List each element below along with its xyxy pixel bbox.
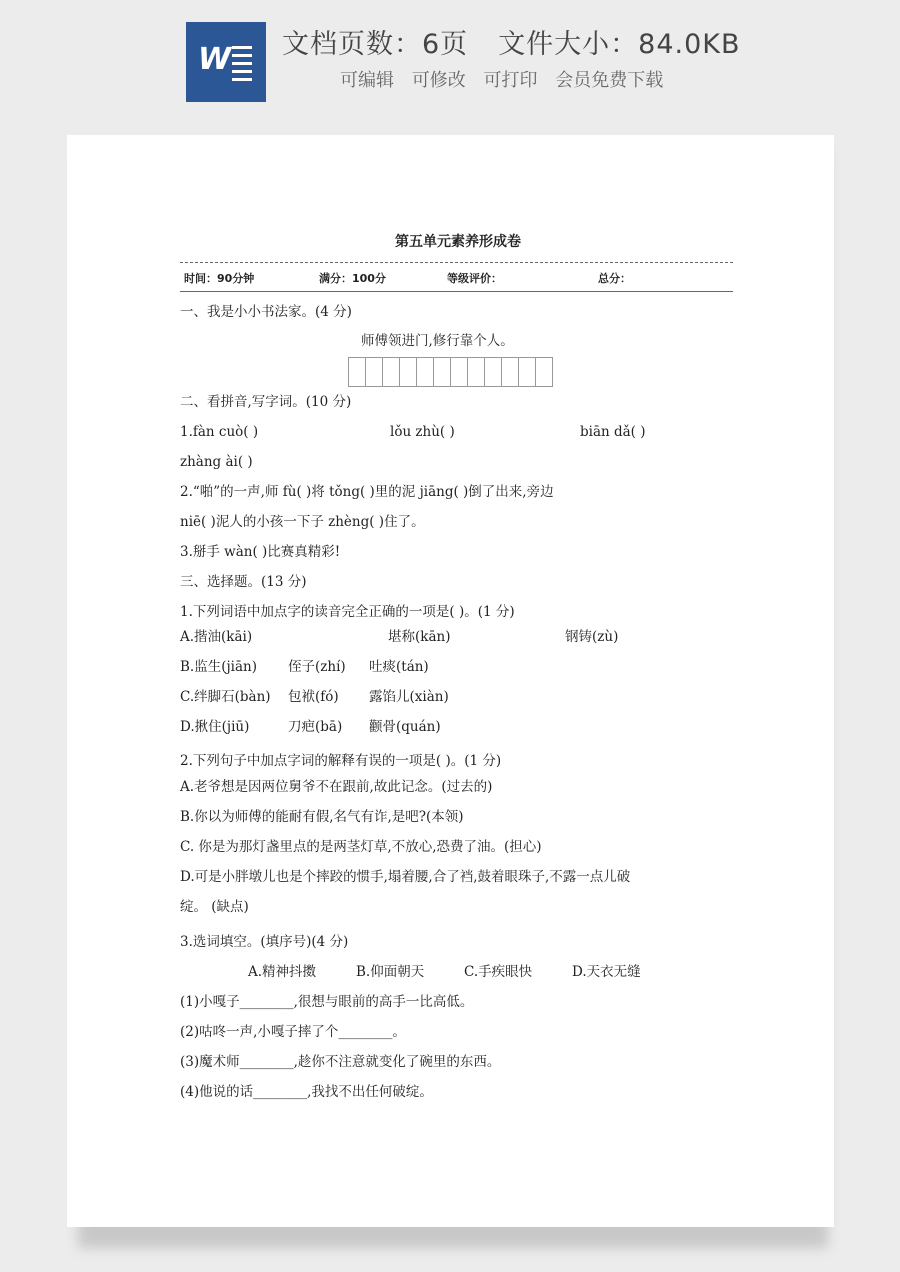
fill-q3-2: (2)咕咚一声,小嘎子摔了个________。 [180, 1024, 406, 1040]
choice-q1-a2: 堪称(kān) [388, 629, 451, 645]
choice-q1-d3: 颧骨(quán) [369, 719, 441, 735]
choice-q1-a1: A.揩油(kāi) [180, 629, 253, 645]
feature-printable: 可打印 [483, 70, 538, 91]
choice-q1: 1.下列词语中加点字的读音完全正确的一项是( )。(1 分) [180, 604, 515, 620]
pinyin-q1-d: zhàng ài( ) [180, 454, 253, 470]
document-page [67, 135, 834, 1227]
fill-q3-4: (4)他说的话________,我找不出任何破绽。 [180, 1084, 433, 1100]
exam-total: 总分： [598, 272, 631, 285]
choice-q1-b2: 侄子(zhí) [288, 659, 346, 675]
pinyin-q3: 3.掰手 wàn( )比赛真精彩! [180, 544, 341, 560]
word-document-icon [186, 22, 266, 102]
exam-full-score: 满分：100分 [319, 272, 386, 285]
fill-option-b: B.仰面朝天 [356, 964, 425, 980]
fill-q3-heading: 3.选词填空。(填序号)(4 分) [180, 934, 349, 950]
choice-q2-a: A.老爷想是因两位舅爷不在跟前,故此记念。(过去的) [180, 779, 493, 795]
choice-q1-b3: 吐痰(tán) [369, 659, 429, 675]
fill-option-d: D.天衣无缝 [572, 964, 641, 980]
calligraphy-sentence: 师傅领进门,修行靠个人。 [361, 333, 514, 349]
choice-q1-d2: 刀疤(bā) [288, 719, 343, 735]
pinyin-q1-c: biān dǎ( ) [580, 424, 646, 440]
banner-title [282, 22, 741, 61]
file-size: 文件大小：84.0KB [498, 29, 741, 60]
choice-q2-d-line1: D.可是小胖墩儿也是个摔跤的惯手,塌着腰,合了裆,鼓着眼珠子,不露一点儿破 [180, 869, 631, 885]
header-solid-rule [180, 291, 733, 292]
choice-q2-c: C. 你是为那灯盏里点的是两茎灯草,不放心,恐费了油。(担心) [180, 839, 542, 855]
download-banner [0, 0, 900, 120]
fill-option-a: A.精神抖擞 [248, 964, 317, 980]
exam-grade: 等级评价： [447, 272, 502, 285]
section-1-heading: 一、我是小小书法家。(4 分) [180, 304, 352, 320]
word-icon-letter: W [198, 42, 232, 77]
header-dashed-rule [180, 262, 733, 263]
choice-q1-b1: B.监生(jiān) [180, 659, 257, 675]
choice-q1-c2: 包袱(fó) [288, 689, 339, 705]
feature-editable: 可编辑 [340, 70, 394, 91]
pinyin-q2-line1: 2.“啪”的一声,师 fù( )将 tǒng( )里的泥 jiāng( )倒了出来,旁边 [180, 484, 554, 500]
fill-q3-1: (1)小嘎子________,很想与眼前的高手一比高低。 [180, 994, 474, 1010]
fill-q3-3: (3)魔术师________,趁你不注意就变化了碗里的东西。 [180, 1054, 501, 1070]
choice-q1-d1: D.揪住(jiū) [180, 719, 250, 735]
exam-time: 时间：90分钟 [184, 272, 255, 285]
page-count: 文档页数：6页 [282, 29, 469, 60]
section-2-heading: 二、看拼音,写字词。(10 分) [180, 394, 352, 410]
feature-free-download: 会员免费下载 [555, 70, 664, 91]
choice-q2-b: B.你以为师傅的能耐有假,名气有诈,是吧?(本领) [180, 809, 464, 825]
banner-features [340, 66, 675, 92]
choice-q1-c3: 露馅儿(xiàn) [369, 689, 449, 705]
pinyin-q2-line2: niē( )泥人的小孩一下子 zhèng( )住了。 [180, 514, 425, 530]
fill-option-c: C.手疾眼快 [464, 964, 533, 980]
choice-q2-d-line2: 绽。 (缺点) [180, 899, 249, 915]
choice-q1-a3: 钢铸(zù) [565, 629, 619, 645]
choice-q2: 2.下列句子中加点字词的解释有误的一项是( )。(1 分) [180, 753, 502, 769]
section-3-heading: 三、选择题。(13 分) [180, 574, 307, 590]
pinyin-q1-b: lǒu zhù( ) [390, 424, 455, 440]
pinyin-q1-a: 1.fàn cuò( ) [180, 424, 259, 440]
choice-q1-c1: C.绊脚石(bàn) [180, 689, 271, 705]
feature-modifiable: 可修改 [411, 70, 466, 91]
writing-grid[interactable] [348, 357, 553, 387]
document-title: 第五单元素养形成卷 [395, 234, 521, 250]
